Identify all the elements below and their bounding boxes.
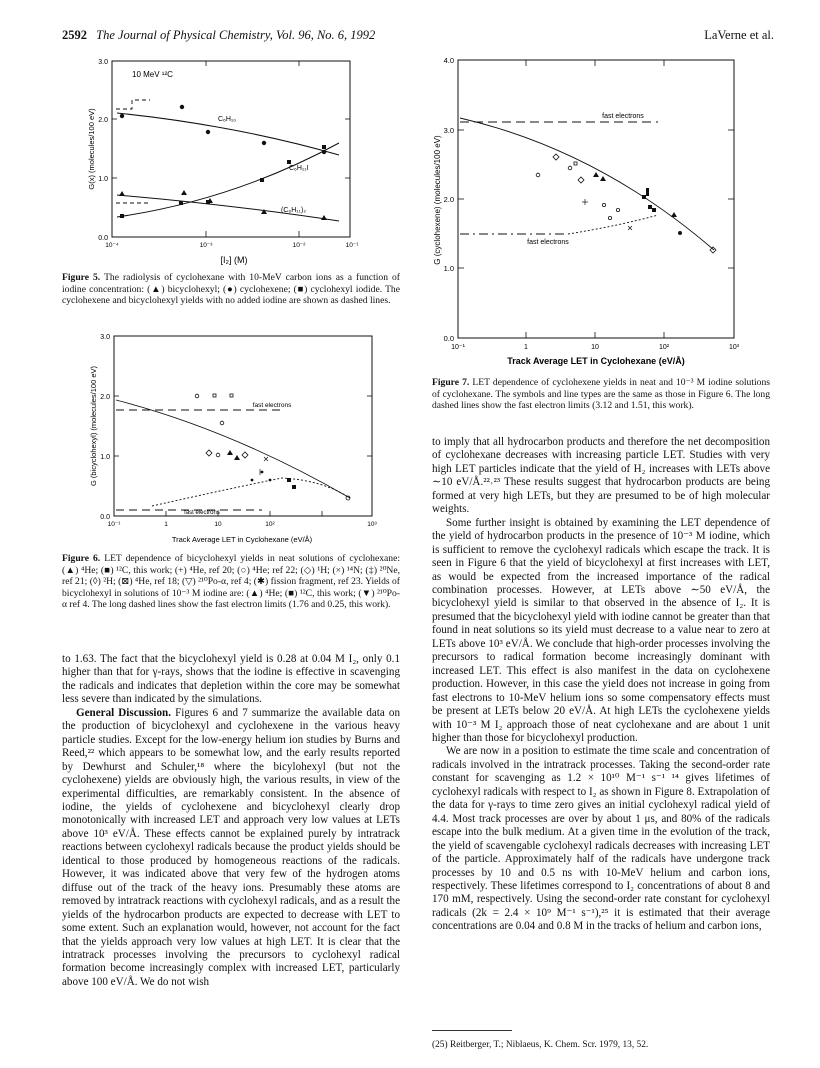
fig7-ytick-1: 1.0 <box>443 264 454 273</box>
fig6-fast-electrons-top: fast electrons <box>252 402 292 409</box>
fig5-caption-label: Figure 5. <box>62 272 101 283</box>
fig7-xtick-2: 10 <box>591 344 599 351</box>
fig5-label-bicyclohexyl: (C₆H₁₁)₂ <box>281 207 307 214</box>
fig5-ylabel: G(x) (molecules/100 eV) <box>87 108 96 190</box>
fig6-ytick-3: 3.0 <box>100 334 110 341</box>
fig6-ytick-1: 1.0 <box>100 454 110 461</box>
right-paragraph-3: We are now in a position to estimate the time scale and concentration of radicals involved in the intratrack processes. Taking the second-order rate constant for scavenging as 1.2 × 10¹⁰ M⁻¹ s⁻¹ ¹⁴ gives lifetimes of cyclohexyl radicals with respect to I₂ as shown in Figure 8. Extrapolation of the data for γ-rays to time zero gives an initial cyclohexyl radical yield of 4.4. Most track processes are over by about 1 μs, and 80% of the radicals escape into the bulk medium. At a given time in the evolution of the track, the yield of scavengable cyclohexyl radicals decreases with increasing LET of the particle. Approximately half of the radicals have undergone track processes by 10 and 0.5 ns with 10-MeV helium and carbon ions, respectively. These lifetimes correspond to I₂ concentrations of about 8 and 170 mM, respectively. Using the second-order rate constant for cyclohexyl radicals (2k = 2.4 × 10⁹ M⁻¹ s⁻¹),²⁵ it is estimated that their average concentrations are 0.04 and 0.8 M in the tracks of helium and carbon ions, <box>432 745 770 933</box>
left-column-text <box>62 653 400 989</box>
fig5-xtick-0: 10⁻⁴ <box>105 242 119 249</box>
footnote-25: (25) Reitberger, T.; Niblaeus, K. Chem. Scr. 1979, 13, 52. <box>432 1040 649 1050</box>
figure-6-plot <box>82 330 394 550</box>
left-paragraph-2-text: Figures 6 and 7 summarize the available data on the production of bicyclohexyl and cyclohexene in the various heavy particle studies. Except for the low-energy helium ion studies by Burns and Reed,²² which appears to be somewhat low, and the early results reported by Dewhurst and Schuler,¹⁸ where the bicylohexyl (but not the cyclohexene) yields are obviously high, the various results, in view of the experimental difficulties, are remarkably consistent. In the absence of iodine, the yields of cyclohexene and bicyclohexyl clearly drop monotonically with increased LET and approach very low values at LETs above 10³ eV/Å. These effects cannot be explained purely by intratrack reactions between cyclohexyl radicals because the product yields should be identical to those produced by homogeneous reactions of the radicals. However, it was indicated above that very few of the hydrogen atoms diffuse out of the track of the heavy ions. Presumably these atoms are removed by intratrack reactions with cyclohexyl radicals, and as a result the yields of the hydrocarbon products are expected to decrease with LET to some extent. Such an explanation would, however, not account for the fact that the yields approach very low values at high LET. It is clear that the intratrack processes involving the precursors to cyclohexyl radical formation become increasingly complex with increased LET, particularly above 100 eV/Å. We do not wish <box>62 706 400 988</box>
fig6-xtick-3: 10² <box>265 521 275 528</box>
page-number: 2592 <box>62 28 87 42</box>
fig7-xtick-3: 10² <box>658 344 670 351</box>
authors: LaVerne et al. <box>704 28 774 42</box>
fig5-label-c6h11i: C₆H₁₁I <box>289 165 309 172</box>
left-paragraph-1: to 1.63. The fact that the bicyclohexyl yield is 0.28 at 0.04 M I₂, only 0.1 higher than that for γ-rays, shows that the iodine is effective in scavenging the radicals and indicates that depletion within the core may be somewhat less severe than indicated by the simulations. <box>62 653 400 706</box>
fig5-xlabel: [I₂] (M) <box>220 255 248 265</box>
fig6-fast-electrons-bottom: fast electrons <box>184 510 220 516</box>
fig7-caption-label: Figure 7. <box>432 377 470 388</box>
fig6-xtick-2: 10 <box>214 521 222 528</box>
right-column-text <box>432 436 770 934</box>
figure-7-plot <box>428 50 768 370</box>
fig7-ytick-4: 4.0 <box>443 56 454 65</box>
fig7-xtick-0: 10⁻¹ <box>451 344 465 351</box>
fig7-ytick-3: 3.0 <box>443 126 454 135</box>
fig7-fast-electrons-top: fast electrons <box>602 113 644 120</box>
fig6-xtick-1: 1 <box>164 521 168 528</box>
fig5-label-c6h10: C₆H₁₀ <box>218 116 237 123</box>
right-paragraph-1: to imply that all hydrocarbon products and therefore the net decomposition of cyclohexane decreases with increasing particle LET. Studies with very high LET particles indicate that the yield of H₂ increases with LETs above ∼10 eV/Å.²²˒²³ These results suggest that hydrocarbon products are being formed at very high LETs, but they are presumed to be of high molecular weights. <box>432 436 770 516</box>
right-paragraph-2: Some further insight is obtained by examining the LET dependence of the yield of hydrocarbon products in the presence of 10⁻³ M iodine, which is sufficient to remove the cyclohexyl radicals which escape the track. It is seen in Figure 6 that the yield of bicyclohexyl at first increases with LET, as would be expected from the increased importance of the radical combination processes. However, at LETs above ∼50 eV/Å, the bicyclohexyl yield is similar to that observed in the absence of I₂. It is presumed that the bicyclohexyl yield with iodine cannot be greater than that found in neat solutions so its yield must decrease to a value near to zero at LETs above 10³ eV/Å. We conclude that high-order processes involving the precursors to radical formation become increasingly dominant with increased LET. This effect is also manifest in the data on cyclohexene production. However, in this case the yield does not increase in going from fast electrons to 10-MeV helium ions so some compensatory effects must be present at LETs below 20 eV/Å. At high LETs the cyclohexene yields with 10⁻³ M I₂ approach those of neat cyclohexane and are about 1 unit higher than those for bicyclohexyl production. <box>432 516 770 744</box>
fig7-ytick-0: 0.0 <box>443 334 454 343</box>
figure-7-caption <box>432 377 770 412</box>
fig5-xtick-1: 10⁻³ <box>199 242 213 249</box>
footnote-rule <box>432 1030 512 1031</box>
fig5-ytick-1: 1.0 <box>98 176 108 183</box>
fig7-ytick-2: 2.0 <box>443 195 454 204</box>
fig5-ytick-3: 3.0 <box>98 59 108 66</box>
figure-5-plot <box>84 55 384 270</box>
fig7-xtick-1: 1 <box>524 344 528 351</box>
fig6-ytick-2: 2.0 <box>100 394 110 401</box>
fig5-ytick-0: 0.0 <box>98 235 108 242</box>
fig5-caption-text: The radiolysis of cyclohexane with 10-MeV carbon ions as a function of iodine concentration: (▲) bicyclohexyl; (●) cyclohexene; (■) cyclohexyl iodide. The cyclohexene and bicyclohexyl yields with no added iodine are shown as dashed lines. <box>62 272 400 307</box>
fig6-caption-label: Figure 6. <box>62 553 101 564</box>
fig6-caption-text: LET dependence of bicyclohexyl yields in neat solutions of cyclohexane: (▲) ⁴He; (■) ¹²C, this work; (+) ⁴He, ref 20; (○) ⁴He; ref 22; (◇) ¹H; (×) ¹⁴N; (‡) ²⁰Ne, ref 21; (◊) ²H; (⊠) ⁴He, ref 18; (▽) ²¹⁰Po-α, ref 4; (✱) fission fragment, ref 23. Yields of bicyclohexyl in solutions of 10⁻³ M iodine are: (▲) ⁴He; (■) ¹²C, this work; (▼) ²¹⁰Po-α ref 4. The long dashed lines show the fast electron limits (1.76 and 0.25, this work). <box>62 553 401 611</box>
fig5-xtick-3: 10⁻¹ <box>345 242 359 249</box>
fig5-ytick-2: 2.0 <box>98 117 108 124</box>
page-header <box>62 28 774 43</box>
fig6-ytick-0: 0.0 <box>100 514 110 521</box>
fig6-xtick-0: 10⁻¹ <box>107 521 121 528</box>
fig7-xtick-4: 10³ <box>728 344 740 351</box>
fig6-xtick-4: 10³ <box>367 521 377 528</box>
fig7-fast-electrons-bottom: fast electrons <box>527 239 569 246</box>
fig6-ylabel: G (bicyclohexyl) (molecules/100 eV) <box>89 365 98 487</box>
fig6-xlabel: Track Average LET in Cyclohexane (eV/Å) <box>171 535 313 544</box>
fig7-caption-text: LET dependence of cyclohexene yields in neat and 10⁻³ M iodine solutions of cyclohexane. The symbols and line types are the same as those in Figure 6. The long dashed lines show the fast electron limits (3.12 and 1.51, this work). <box>432 377 770 412</box>
fig5-annotation: 10 MeV ¹²C <box>132 70 173 79</box>
fig5-xtick-2: 10⁻² <box>292 242 306 249</box>
journal-title: The Journal of Physical Chemistry, Vol. 96, No. 6, 1992 <box>96 28 376 42</box>
left-paragraph-2 <box>62 707 400 990</box>
section-heading-general-discussion: General Discussion. <box>76 706 171 719</box>
figure-6-caption <box>62 553 400 611</box>
figure-5-caption <box>62 272 400 307</box>
fig7-ylabel: G (cyclohexene) (molecules/100 eV) <box>433 135 442 265</box>
fig7-xlabel: Track Average LET in Cyclohexane (eV/Å) <box>507 356 685 366</box>
